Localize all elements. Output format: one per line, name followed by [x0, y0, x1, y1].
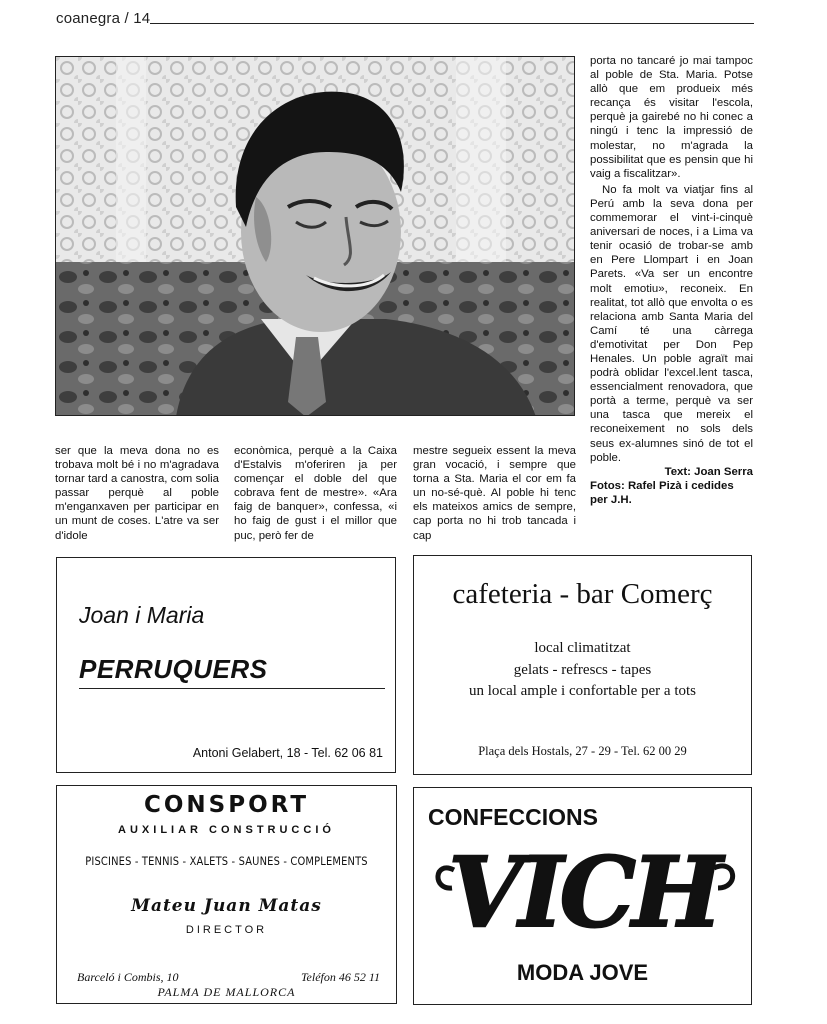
- article-col1-text: ser que la meva dona no es trobava molt bé i no m'agradava tornar tard a canostra, com solia passar perquè al poble m'enganxaven per participar en un munt de coses. L'atre va ser d'idole: [55, 445, 219, 542]
- ad-perruquers-address: Antoni Gelabert, 18 - Tel. 62 06 81: [192, 746, 383, 760]
- ad-consport-subtitle: AUXILIAR CONSTRUCCIÓ: [118, 824, 335, 836]
- ad-cafeteria-line-3: un local ample i confortable per a tots: [469, 683, 696, 699]
- ad-consport-person: Mateu Juan Matas: [131, 896, 322, 916]
- ad-confeccions-tagline: MODA JOVE: [516, 960, 649, 985]
- ad-consport-address: Barceló i Combis, 10: [77, 970, 179, 984]
- article-col3-text: mestre segueix essent la meva gran vocació, i sempre que torna a Sta. Maria el cor em fa un no-sé-què. Al poble hi tenc els mateixos amics de sempre, cap porta no hi trob tancada i cap: [413, 445, 576, 542]
- article-column-1: [55, 444, 219, 543]
- ad-perruquers-name: Joan i Maria: [79, 602, 205, 628]
- ad-cafeteria-name: cafeteria - bar Comerç: [452, 578, 713, 610]
- page-header: [56, 10, 754, 30]
- portrait-photo: [55, 56, 575, 416]
- portrait-illustration: [56, 57, 575, 416]
- ad-consport-role: DIRECTOR: [185, 924, 268, 936]
- article-column-2: [234, 444, 397, 543]
- vich-logo-text: VICH: [448, 840, 719, 944]
- article-column-3: [413, 444, 576, 543]
- ad-consport-brand: CONSPORT: [143, 792, 310, 818]
- ad-consport: [56, 785, 397, 1004]
- vich-logo: [414, 840, 753, 944]
- ad-perruquers-title: PERRUQUERS: [79, 654, 268, 684]
- ad-perruquers-rule: [79, 688, 385, 689]
- ad-confeccions-heading: CONFECCIONS: [428, 804, 598, 830]
- ad-cafeteria-line-2: gelats - refrescs - tapes: [513, 662, 652, 678]
- article-credit-photos: Fotos: Rafel Pizà i cedides per J.H.: [590, 479, 734, 506]
- page-header-text: coanegra / 14: [56, 10, 151, 27]
- article-credit-text: Text: Joan Serra: [664, 465, 753, 478]
- ad-perruquers: [56, 557, 396, 773]
- ad-confeccions: [413, 787, 752, 1005]
- ad-consport-city: PALMA DE MALLORCA: [157, 985, 296, 999]
- article-column-4: [590, 54, 753, 507]
- ad-consport-phone: Teléfon 46 52 11: [300, 970, 380, 984]
- ad-cafeteria-address: Plaça dels Hostals, 27 - 29 - Tel. 62 00 29: [478, 744, 687, 758]
- ad-cafeteria: [413, 555, 752, 775]
- article-col4-paragraph-1: porta no tancaré jo mai tampoc al poble de Sta. Maria. Potse allò que em produeix més recança és visitar l'escola, perquè ja gairebé no hi conec a ningú i tenc la impressió de molestar, no m'agrada la possibilitat que es pensin que hi vaig a fiscalitzar».: [590, 55, 753, 180]
- article-col2-text: econòmica, perquè a la Caixa d'Estalvis m'oferiren ja per començar el doble del que cobrava fent de mestre». «Ara faig de banquer», confessa, «i ho faig de gust i el millor que puc, però fer de: [234, 445, 397, 542]
- header-rule: [150, 23, 754, 24]
- ad-cafeteria-line-1: local climatitzat: [534, 640, 631, 656]
- ad-consport-services: PISCINES - TENNIS - XALETS - SAUNES - COMPLEMENTS: [85, 854, 368, 868]
- article-col4-paragraph-2: No fa molt va viatjar fins al Perú amb la seva dona per commemorar el vint-i-cinquè aniversari de noces, i a Lima va tenir ocasió de trobar-se amb en Pere Llompart i en Joan Parets. «Va ser un encontre molt emotiu», reconeix. En realitat, tot allò que envolta o es relaciona amb Santa Maria del Camí té una càrrega d'emotivitat per Don Pep Henales. Un poble agraït mai podrà oblidar l'excel.lent tasca, essencialment renovadora, que portà a terme, perquè va ser una tasca que mereix el reconeixement no sols dels seus ex-alumnes sinó de tot el poble.: [590, 183, 753, 464]
